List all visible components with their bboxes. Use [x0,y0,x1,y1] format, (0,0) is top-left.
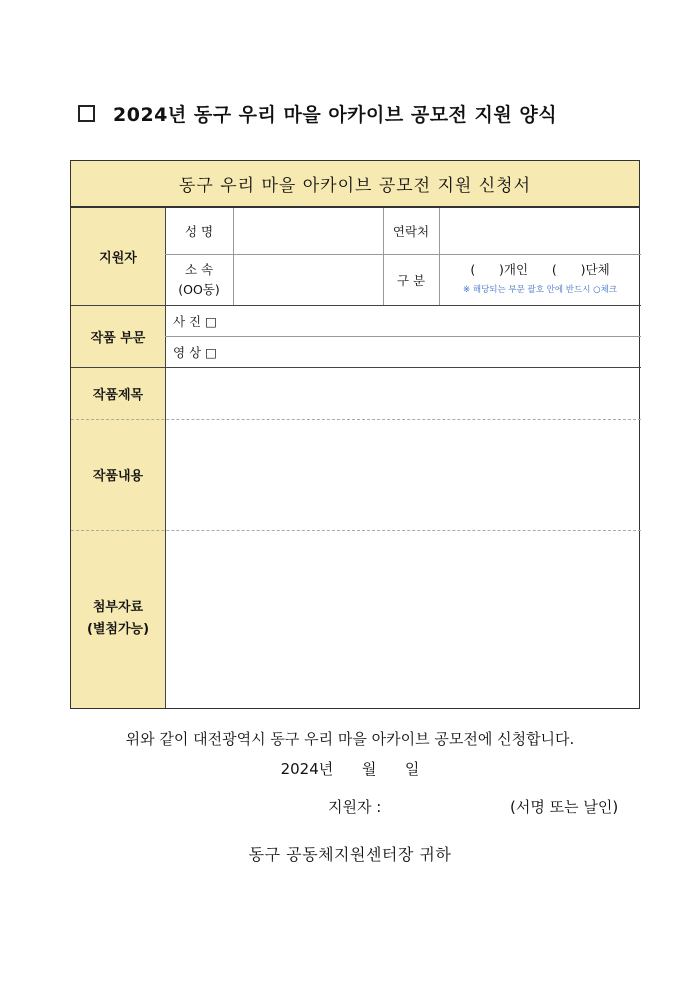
work-title-field[interactable] [165,367,641,419]
type-label: 구 분 [396,272,426,288]
affiliation-field[interactable] [233,254,383,305]
affiliation-label-line2: (OO동) [178,281,220,297]
category-photo-option[interactable]: 사 진 □ [173,313,217,329]
affiliation-label-line1: 소 속 [184,261,214,277]
attachment-field[interactable] [165,530,641,708]
type-options: ( )개인 ( )단체 [470,261,610,277]
category-video-option[interactable]: 영 상 □ [173,344,217,360]
work-content-label: 작품내용 [71,419,165,530]
work-title-label: 작품제목 [71,367,165,419]
signer-note: (서명 또는 날인) [510,798,619,816]
heading-text: 2024년 동구 우리 마을 아카이브 공모전 지원 양식 [113,103,558,126]
form-title: 동구 우리 마을 아카이브 공모전 지원 신청서 [71,161,639,208]
application-form [70,160,640,709]
name-label: 성 명 [184,224,214,239]
attachment-label-line1: 첨부자료 [92,600,144,615]
signer-label: 지원자 : [328,798,382,816]
checkbox-icon [78,105,95,122]
date-line: 2024년 월 일 [280,760,420,778]
applicant-label: 지원자 [71,208,165,305]
contact-field[interactable] [439,208,641,254]
type-note: ※ 해당되는 부문 괄호 안에 반드시 ○체크 [463,284,617,295]
name-field[interactable] [233,208,383,254]
work-content-field[interactable] [165,419,641,530]
contact-label: 연락처 [392,224,430,239]
recipient-line: 동구 공동체지원센터장 귀하 [248,845,452,864]
attachment-label-line2: (별첨가능) [86,622,150,637]
category-label: 작품 부문 [71,305,165,367]
form-heading [78,98,557,128]
attachment-label [71,530,165,708]
type-field[interactable] [439,254,641,305]
statement-text: 위와 같이 대전광역시 동구 우리 마을 아카이브 공모전에 신청합니다. [125,730,575,748]
affiliation-label [165,254,233,305]
